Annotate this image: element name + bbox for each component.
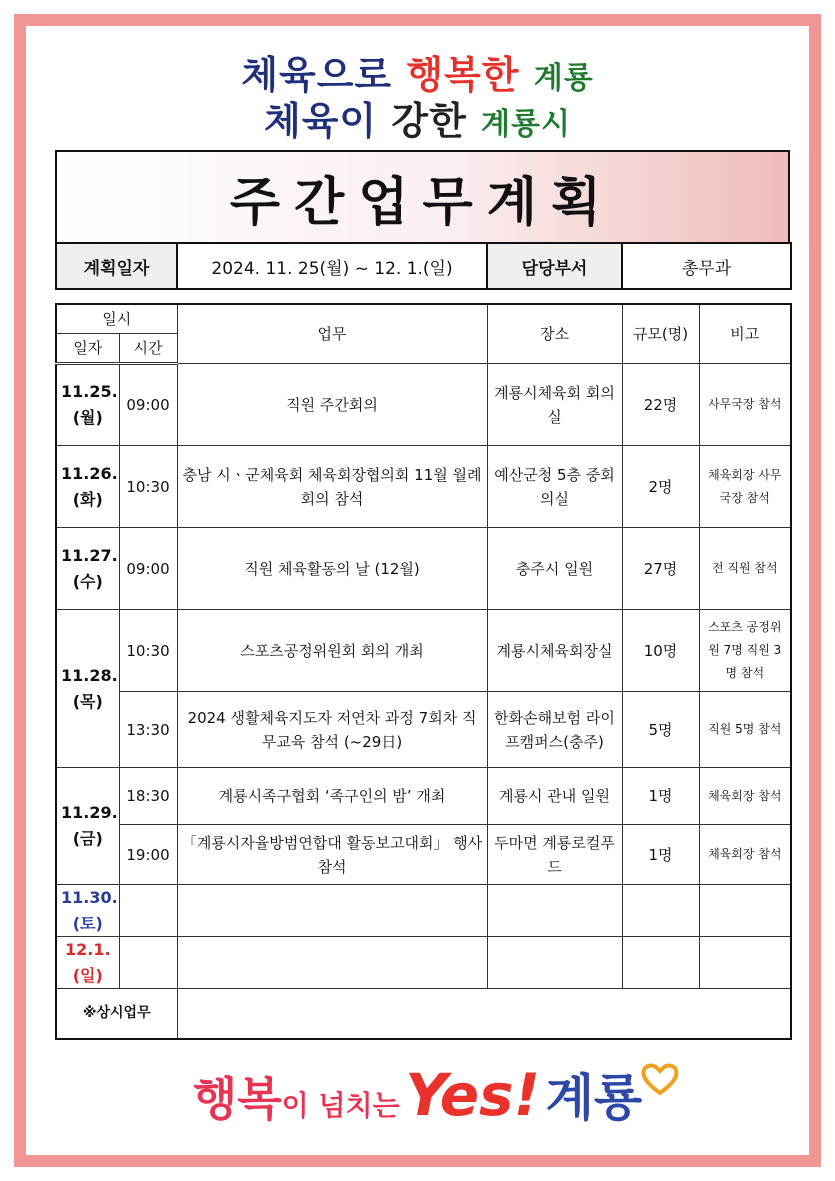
slogan-1-part-3: 계룡 bbox=[533, 61, 594, 96]
header-task: 업무 bbox=[177, 304, 487, 364]
scale-cell: 5명 bbox=[622, 692, 699, 768]
scale-cell: 1명 bbox=[622, 825, 699, 885]
scale-cell: 27명 bbox=[622, 528, 699, 610]
task-cell: 2024 생활체육지도자 저연차 과정 7회차 직무교육 참석 (~29日) bbox=[177, 692, 487, 768]
scale-cell: 1명 bbox=[622, 768, 699, 825]
dept-value: 총무과 bbox=[622, 243, 791, 289]
scale-cell: 22명 bbox=[622, 364, 699, 446]
time-cell: 09:00 bbox=[119, 364, 177, 446]
header-place: 장소 bbox=[487, 304, 622, 364]
header-datetime: 일시 bbox=[56, 304, 177, 334]
place-cell: 계룡시체육회 회의실 bbox=[487, 364, 622, 446]
title-banner bbox=[55, 150, 790, 242]
place-cell: 계룡시 관내 일원 bbox=[487, 768, 622, 825]
task-cell: 「계룡시자율방범연합대 활동보고대회」 행사 참석 bbox=[177, 825, 487, 885]
slogan-2-part-3: 계룡시 bbox=[481, 107, 571, 142]
date-cell-sunday: 12.1. (일) bbox=[56, 937, 119, 989]
time-cell: 09:00 bbox=[119, 528, 177, 610]
table-row bbox=[56, 364, 791, 446]
plan-date-label: 계획일자 bbox=[56, 243, 177, 289]
table-row bbox=[56, 937, 791, 989]
dept-label: 담당부서 bbox=[487, 243, 622, 289]
slogan-2-part-2: 강한 bbox=[391, 99, 467, 143]
date-cell-saturday: 11.30. (토) bbox=[56, 885, 119, 937]
table-row bbox=[56, 885, 791, 937]
slogan-2-part-1: 체육이 bbox=[264, 99, 378, 143]
slogan-1-part-2: 행복한 bbox=[406, 53, 520, 97]
remark-cell: 사무국장 참석 bbox=[699, 364, 791, 446]
footer-part-1: 행복 bbox=[192, 1072, 282, 1126]
time-cell: 19:00 bbox=[119, 825, 177, 885]
header-remark: 비고 bbox=[699, 304, 791, 364]
footer-part-2: 이 넘치는 bbox=[281, 1089, 400, 1122]
date-cell: 11.27. (수) bbox=[56, 528, 119, 610]
scale-cell: 2명 bbox=[622, 446, 699, 528]
header-date: 일자 bbox=[56, 334, 119, 364]
schedule-table bbox=[55, 303, 792, 1040]
slogan-1-part-1: 체육으로 bbox=[241, 53, 393, 97]
time-cell: 10:30 bbox=[119, 610, 177, 692]
plan-date-value: 2024. 11. 25(월) ~ 12. 1.(일) bbox=[177, 243, 487, 289]
remark-cell: 체육회장 사무국장 참석 bbox=[699, 446, 791, 528]
remark-cell: 직원 5명 참석 bbox=[699, 692, 791, 768]
date-cell: 11.25. (월) bbox=[56, 364, 119, 446]
place-cell: 예산군청 5층 중회의실 bbox=[487, 446, 622, 528]
date-cell: 11.26. (화) bbox=[56, 446, 119, 528]
place-cell: 계룡시체육회장실 bbox=[487, 610, 622, 692]
table-row bbox=[56, 768, 791, 825]
time-cell: 10:30 bbox=[119, 446, 177, 528]
date-cell: 11.29. (금) bbox=[56, 768, 119, 885]
table-row bbox=[56, 989, 791, 1039]
page-title: 주간업무계획 bbox=[229, 172, 616, 233]
table-row bbox=[56, 528, 791, 610]
footer-logo bbox=[0, 1058, 835, 1130]
place-cell: 충주시 일원 bbox=[487, 528, 622, 610]
footer-part-3: Yes! bbox=[405, 1061, 541, 1129]
scale-cell: 10명 bbox=[622, 610, 699, 692]
remark-cell: 체육회장 참석 bbox=[699, 825, 791, 885]
heart-icon bbox=[640, 1062, 680, 1096]
footer-part-4: 계룡 bbox=[545, 1069, 643, 1127]
table-row bbox=[56, 446, 791, 528]
task-cell: 스포츠공정위원회 회의 개최 bbox=[177, 610, 487, 692]
slogan-line-2 bbox=[0, 90, 835, 145]
task-cell: 직원 주간회의 bbox=[177, 364, 487, 446]
table-row bbox=[56, 610, 791, 692]
task-cell: 계룡시족구협회 ‘족구인의 밤’ 개최 bbox=[177, 768, 487, 825]
task-cell: 직원 체육활동의 날 (12월) bbox=[177, 528, 487, 610]
place-cell: 두마면 계룡로컬푸드 bbox=[487, 825, 622, 885]
table-row bbox=[56, 692, 791, 768]
remark-cell: 스포츠 공정위원 7명 직원 3명 참석 bbox=[699, 610, 791, 692]
time-cell: 18:30 bbox=[119, 768, 177, 825]
time-cell: 13:30 bbox=[119, 692, 177, 768]
header-time: 시간 bbox=[119, 334, 177, 364]
date-cell: 11.28. (목) bbox=[56, 610, 119, 768]
header-scale: 규모(명) bbox=[622, 304, 699, 364]
standing-duties-content bbox=[177, 989, 791, 1039]
remark-cell: 체육회장 참석 bbox=[699, 768, 791, 825]
task-cell: 충남 시ㆍ군체육회 체육회장협의회 11월 월례회의 참석 bbox=[177, 446, 487, 528]
place-cell: 한화손해보험 라이프캠퍼스(충주) bbox=[487, 692, 622, 768]
standing-duties-label: ※상시업무 bbox=[56, 989, 177, 1039]
table-row bbox=[56, 825, 791, 885]
plan-info-table bbox=[55, 242, 792, 290]
remark-cell: 전 직원 참석 bbox=[699, 528, 791, 610]
